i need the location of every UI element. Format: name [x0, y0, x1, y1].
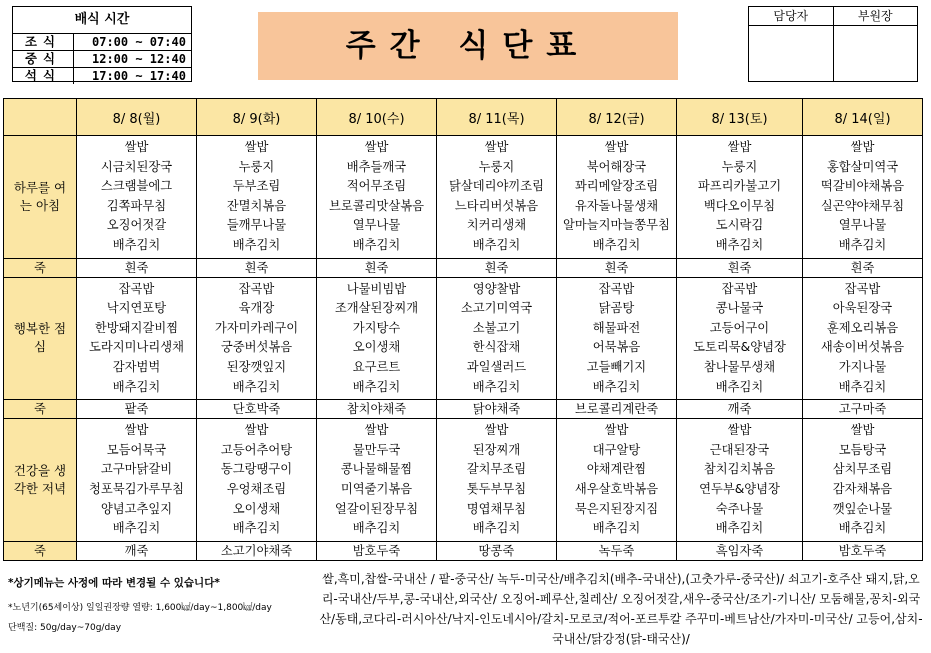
menu-item: 가자미카레구이 — [214, 320, 299, 335]
menu-item: 쌀밥 — [484, 140, 509, 154]
corner-cell — [4, 99, 77, 136]
menu-item: 삼치무조림 — [832, 462, 893, 477]
porridge-cell: 녹두죽 — [557, 541, 677, 560]
porridge-cell: 밤호두죽 — [803, 541, 923, 560]
serving-time: 07:00 ~ 07:40 — [92, 35, 186, 49]
menu-item: 가지탕수 — [352, 320, 401, 335]
meal-cell — [437, 136, 557, 259]
menu-item: 누룽지 — [478, 159, 515, 174]
menu-item: 떡갈비야채볶음 — [820, 179, 905, 194]
menu-item: 감자채볶음 — [832, 481, 893, 496]
meal-cell — [677, 419, 803, 542]
menu-item: 고구마닭갈비 — [100, 462, 173, 477]
porridge-cell: 참치야채죽 — [317, 400, 437, 419]
menu-item: 배추김치 — [472, 379, 521, 394]
menu-item: 쌀밥 — [850, 140, 875, 154]
day-header: 8/ 10(수) — [317, 99, 437, 136]
meal-cell — [557, 136, 677, 259]
page-title: 주간 식단표 — [258, 12, 678, 80]
porridge-cell: 흰죽 — [803, 258, 923, 277]
menu-item: 도토리묵&양념장 — [693, 340, 786, 355]
menu-item: 백다오이무침 — [703, 198, 776, 213]
menu-item: 배추김치 — [592, 521, 641, 536]
menu-item: 소불고기 — [472, 320, 521, 335]
menu-item: 숙주나물 — [715, 501, 764, 516]
meal-cell — [317, 277, 437, 400]
menu-item: 쌀밥 — [364, 140, 389, 154]
menu-item: 꽈리메알장조림 — [574, 179, 659, 194]
menu-item: 근대된장국 — [709, 442, 770, 457]
menu-item: 누룽지 — [721, 159, 758, 174]
porridge-row — [4, 258, 923, 277]
menu-item: 궁중버섯볶음 — [220, 340, 293, 355]
approval-label: 담당자 — [749, 7, 833, 26]
menu-item: 한식잡채 — [472, 340, 521, 355]
menu-item: 야채계란찜 — [586, 462, 647, 477]
menu-item: 잡곡밥 — [238, 281, 275, 296]
menu-item: 쌀밥 — [850, 423, 875, 438]
menu-item: 잔멸치볶음 — [226, 198, 287, 213]
meal-cell — [197, 136, 317, 259]
menu-item: 된장깻잎지 — [226, 359, 287, 374]
menu-item: 쌀밥 — [484, 423, 509, 438]
menu-item: 북어해장국 — [586, 159, 647, 174]
porridge-cell: 소고기야채죽 — [197, 541, 317, 560]
menu-item: 쌀밥 — [124, 423, 149, 438]
porridge-cell: 고구마죽 — [803, 400, 923, 419]
menu-item: 과일샐러드 — [466, 359, 527, 374]
menu-item: 배추김치 — [352, 237, 401, 252]
menu-item: 시금치된장국 — [100, 159, 173, 174]
day-header: 8/ 11(목) — [437, 99, 557, 136]
porridge-cell: 깨죽 — [677, 400, 803, 419]
approval-box — [748, 6, 918, 82]
menu-item: 배추김치 — [352, 521, 401, 536]
change-notice: *상기메뉴는 사정에 따라 변경될 수 있습니다* — [8, 577, 220, 589]
serving-time-title: 배식 시간 — [13, 7, 191, 34]
menu-item: 배추김치 — [352, 379, 401, 394]
serving-time: 17:00 ~ 17:40 — [92, 69, 186, 83]
menu-item: 물만두국 — [352, 442, 401, 457]
menu-item: 어묵볶음 — [592, 340, 641, 355]
menu-item: 감자범벅 — [112, 359, 161, 374]
menu-item: 두부조림 — [232, 179, 281, 194]
menu-item: 콩나물국 — [715, 301, 764, 316]
meal-cell — [803, 136, 923, 259]
menu-item: 우엉채조림 — [226, 481, 287, 496]
weekly-menu-table — [3, 98, 923, 561]
menu-item: 잡곡밥 — [844, 281, 881, 296]
day-header: 8/ 8(월) — [77, 99, 197, 136]
menu-item: 오이생채 — [232, 501, 281, 516]
porridge-cell: 흑임자죽 — [677, 541, 803, 560]
approval-column — [833, 7, 918, 81]
menu-item: 잡곡밥 — [118, 281, 155, 296]
porridge-label: 죽 — [4, 400, 77, 419]
menu-item: 낙지연포탕 — [106, 301, 167, 316]
menu-item: 실곤약야채무침 — [820, 198, 905, 213]
menu-item: 치커리생채 — [466, 218, 527, 233]
meal-label: 행복한 점심 — [4, 277, 77, 400]
porridge-cell: 닭야채죽 — [437, 400, 557, 419]
menu-item: 누룽지 — [238, 159, 275, 174]
serving-row-dinner — [13, 68, 191, 84]
menu-item: 스크램블에그 — [100, 179, 173, 194]
menu-item: 톳두부무침 — [466, 481, 527, 496]
meal-cell — [677, 277, 803, 400]
menu-item: 연두부&양념장 — [699, 481, 780, 496]
menu-item: 해물파전 — [592, 320, 641, 335]
menu-item: 배추김치 — [715, 521, 764, 536]
porridge-row — [4, 400, 923, 419]
menu-item: 한방돼지갈비찜 — [94, 320, 179, 335]
serving-row-breakfast — [13, 34, 191, 51]
origin-info: 쌀,흑미,찹쌀-국내산 / 팥-중국산/ 녹두-미국산/배추김치(배추-국내산),(고춧가루-중국산)/ 쇠고기-호주산 돼지,닭,오리-국내산/두부,콩-국내산,외국산/ 오징어-페루산,칠레산/ 오징어젓갈,새우-중국산/조기-기니산/ 모둠해물,꽁치-외국산/동태,코다리-러시아산/낙지-인도네시아/갈치-모로코/적어-포르투칼 주꾸미-베트남산/가자미-미국산/ 고등어,삼치-국내산/닭강정(닭-태국산)/ — [319, 572, 923, 646]
menu-item: 청포묵김가루무침 — [88, 481, 185, 496]
menu-item: 갈치무조림 — [466, 462, 527, 477]
porridge-cell: 흰죽 — [557, 258, 677, 277]
meal-cell — [77, 136, 197, 259]
menu-item: 요구르트 — [352, 359, 401, 374]
menu-item: 동그랑땡구이 — [220, 462, 293, 477]
meal-row — [4, 277, 923, 400]
meal-cell — [77, 419, 197, 542]
meal-cell — [437, 277, 557, 400]
day-header-row — [4, 99, 923, 136]
menu-item: 쌀밥 — [727, 140, 752, 154]
porridge-cell: 흰죽 — [677, 258, 803, 277]
menu-item: 배추김치 — [715, 237, 764, 252]
menu-item: 나물비빔밥 — [346, 281, 407, 296]
menu-item: 대구알탕 — [592, 442, 641, 457]
day-header: 8/ 9(화) — [197, 99, 317, 136]
menu-item: 콩나물해물찜 — [340, 462, 413, 477]
menu-item: 적어무조림 — [346, 179, 407, 194]
menu-item: 쌀밥 — [604, 140, 629, 154]
menu-item: 쌀밥 — [244, 140, 269, 154]
menu-item: 조개살된장찌개 — [334, 301, 419, 316]
porridge-cell: 깨죽 — [77, 541, 197, 560]
protein-recommendation: 단백질: 50g/day~70g/day — [8, 623, 122, 633]
menu-item: 쌀밥 — [364, 423, 389, 438]
menu-item: 배추김치 — [592, 379, 641, 394]
menu-item: 느타리버섯볶음 — [454, 198, 539, 213]
meal-cell — [197, 277, 317, 400]
porridge-label: 죽 — [4, 541, 77, 560]
menu-item: 도라지미나리생채 — [88, 340, 185, 355]
day-header: 8/ 14(일) — [803, 99, 923, 136]
menu-item: 묵은지된장지짐 — [574, 501, 659, 516]
meal-label: 건강을 생각한 저녁 — [4, 419, 77, 542]
meal-cell — [557, 419, 677, 542]
porridge-label: 죽 — [4, 258, 77, 277]
menu-item: 육개장 — [238, 301, 275, 316]
porridge-cell: 단호박죽 — [197, 400, 317, 419]
menu-item: 유자돌나물생채 — [574, 198, 659, 213]
menu-item: 홍합살미역국 — [826, 159, 899, 174]
porridge-cell: 흰죽 — [77, 258, 197, 277]
meal-cell — [317, 136, 437, 259]
menu-item: 쌀밥 — [244, 423, 269, 438]
serving-label: 석식 — [13, 68, 74, 84]
menu-item: 참나물무생채 — [703, 359, 776, 374]
menu-item: 배추김치 — [232, 521, 281, 536]
menu-item: 고등어구이 — [709, 320, 770, 335]
meal-cell — [437, 419, 557, 542]
menu-item: 고등어추어탕 — [220, 442, 293, 457]
menu-item: 모듬어묵국 — [106, 442, 167, 457]
porridge-cell: 흰죽 — [317, 258, 437, 277]
menu-item: 배추들깨국 — [346, 159, 407, 174]
serving-label: 중식 — [13, 51, 74, 67]
menu-item: 쌀밥 — [604, 423, 629, 438]
menu-item: 참치김치볶음 — [703, 462, 776, 477]
meal-cell — [803, 277, 923, 400]
menu-item: 아욱된장국 — [832, 301, 893, 316]
menu-item: 깻잎순나물 — [832, 501, 893, 516]
menu-item: 새송이버섯볶음 — [820, 340, 905, 355]
porridge-cell: 흰죽 — [197, 258, 317, 277]
serving-time-box — [12, 6, 192, 82]
meal-cell — [557, 277, 677, 400]
menu-item: 배추김치 — [232, 237, 281, 252]
menu-item: 배추김치 — [112, 379, 161, 394]
menu-item: 고들빼기지 — [586, 359, 647, 374]
menu-item: 알마늘지마늘쫑무침 — [563, 218, 670, 233]
menu-item: 배추김치 — [838, 521, 887, 536]
menu-item: 배추김치 — [715, 379, 764, 394]
menu-item: 모듬탕국 — [838, 442, 887, 457]
menu-item: 열무나물 — [838, 218, 887, 233]
menu-item: 도시락김 — [715, 218, 764, 233]
menu-item: 훈제오리볶음 — [826, 320, 899, 335]
menu-item: 소고기미역국 — [460, 301, 533, 316]
approval-label: 부원장 — [834, 7, 918, 26]
menu-item: 미역줄기볶음 — [340, 481, 413, 496]
menu-item: 새우살호박볶음 — [574, 481, 659, 496]
menu-item: 잡곡밥 — [598, 281, 635, 296]
day-header: 8/ 12(금) — [557, 99, 677, 136]
porridge-cell: 땅콩죽 — [437, 541, 557, 560]
menu-item: 배추김치 — [838, 237, 887, 252]
porridge-row — [4, 541, 923, 560]
porridge-cell: 브로콜리계란죽 — [557, 400, 677, 419]
menu-item: 김쪽파무침 — [106, 198, 167, 213]
menu-item: 들깨무나물 — [226, 218, 287, 233]
menu-item: 쌀밥 — [124, 140, 149, 154]
meal-cell — [803, 419, 923, 542]
approval-column — [749, 7, 833, 81]
menu-item: 배추김치 — [592, 237, 641, 252]
meal-cell — [77, 277, 197, 400]
porridge-cell: 흰죽 — [437, 258, 557, 277]
menu-item: 오징어젓갈 — [106, 218, 167, 233]
meal-cell — [677, 136, 803, 259]
menu-item: 파프리카불고기 — [697, 179, 782, 194]
energy-recommendation: *노년기(65세이상) 일일권장량 열량: 1,600㎉/day~1,800㎉/day — [8, 603, 272, 613]
menu-item: 브로콜리맛살볶음 — [328, 198, 425, 213]
menu-item: 쌀밥 — [727, 423, 752, 438]
menu-item: 가지나물 — [838, 359, 887, 374]
menu-item: 명엽채무침 — [466, 501, 527, 516]
menu-item: 닭살데리야끼조림 — [448, 179, 545, 194]
porridge-cell: 밤호두죽 — [317, 541, 437, 560]
menu-item: 배추김치 — [232, 379, 281, 394]
serving-time: 12:00 ~ 12:40 — [92, 52, 186, 66]
menu-item: 오이생채 — [352, 340, 401, 355]
meal-row — [4, 419, 923, 542]
menu-item: 배추김치 — [112, 521, 161, 536]
menu-item: 닭곰탕 — [598, 301, 635, 316]
menu-item: 배추김치 — [838, 379, 887, 394]
menu-item: 된장찌개 — [472, 442, 521, 457]
meal-cell — [197, 419, 317, 542]
menu-item: 열무나물 — [352, 218, 401, 233]
menu-item: 영양찰밥 — [472, 281, 521, 296]
meal-label: 하루를 여는 아침 — [4, 136, 77, 259]
menu-item: 잡곡밥 — [721, 281, 758, 296]
porridge-cell: 팥죽 — [77, 400, 197, 419]
meal-row — [4, 136, 923, 259]
serving-label: 조식 — [13, 34, 74, 50]
meal-cell — [317, 419, 437, 542]
menu-item: 양념고추잎지 — [100, 501, 173, 516]
menu-item: 배추김치 — [112, 237, 161, 252]
menu-item: 얼갈이된장무침 — [334, 501, 419, 516]
day-header: 8/ 13(토) — [677, 99, 803, 136]
menu-item: 배추김치 — [472, 521, 521, 536]
menu-item: 배추김치 — [472, 237, 521, 252]
serving-row-lunch — [13, 51, 191, 68]
